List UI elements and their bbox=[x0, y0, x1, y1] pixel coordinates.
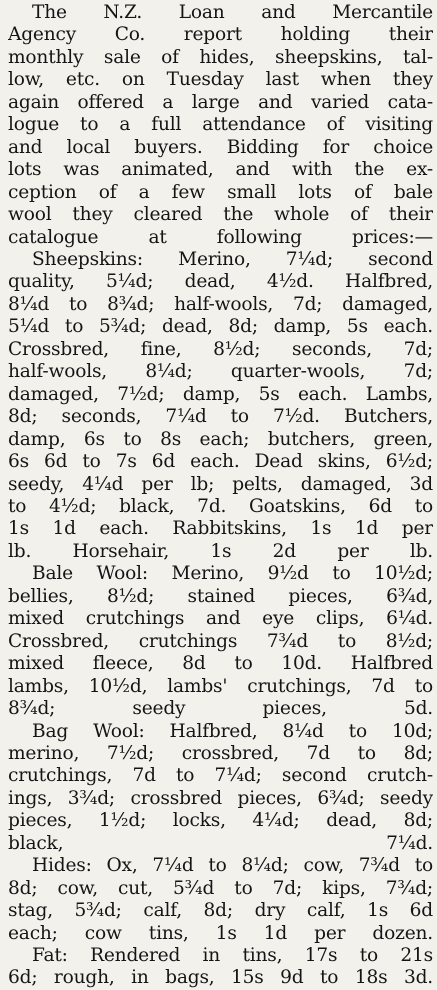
text-line: mixed fleece, 8d to 10d. Halfbred bbox=[8, 653, 433, 675]
text-line: lots was animated, and with the ex- bbox=[8, 159, 433, 181]
text-line: ings, 3¾d; crossbred pieces, 6¾d; seedy bbox=[8, 787, 433, 809]
text-line: 8¾d; seedy pieces, 5d. bbox=[8, 698, 433, 720]
text-line: again offered a large and varied cata- bbox=[8, 91, 433, 113]
text-line: mixed crutchings and eye clips, 6¼d. bbox=[8, 608, 433, 630]
text-line: 5¼d to 5¾d; dead, 8d; damp, 5s each. bbox=[8, 316, 433, 338]
text-line: seedy, 4¼d per lb; pelts, damaged, 3d bbox=[8, 473, 433, 495]
text-line: quality, 5¼d; dead, 4½d. Halfbred, bbox=[8, 271, 433, 293]
text-line: half-wools, 8¼d; quarter-wools, 7d; bbox=[8, 361, 433, 383]
text-line: Bag Wool: Halfbred, 8¼d to 10d; bbox=[32, 720, 433, 742]
text-line: Bale Wool: Merino, 9½d to 10½d; bbox=[32, 563, 433, 585]
price-paragraph bbox=[8, 721, 433, 856]
text-line: 6s 6d to 7s 6d each. Dead skins, 6½d; bbox=[8, 451, 433, 473]
text-line: Sheepskins: Merino, 7¼d; second bbox=[32, 248, 433, 270]
text-line: black, 7¼d. bbox=[8, 832, 433, 854]
text-line: 1s 1d each. Rabbitskins, 1s 1d per bbox=[8, 518, 433, 540]
text-line: bellies, 8½d; stained pieces, 6¾d, bbox=[8, 585, 433, 607]
price-paragraph bbox=[8, 855, 433, 945]
price-paragraph bbox=[8, 563, 433, 720]
text-line: Agency Co. report holding their bbox=[8, 24, 433, 46]
text-line: catalogue at following prices:— bbox=[8, 226, 433, 248]
text-line: pieces, 1½d; locks, 4¼d; dead, 8d; bbox=[8, 810, 433, 832]
text-line: 8¼d to 8¾d; half-wools, 7d; damaged, bbox=[8, 293, 433, 315]
text-line: low, etc. on Tuesday last when they bbox=[8, 69, 433, 91]
text-line: damaged, 7½d; damp, 5s each. Lambs, bbox=[8, 383, 433, 405]
text-line: to 4½d; black, 7d. Goatskins, 6d to bbox=[8, 495, 433, 517]
price-paragraph bbox=[8, 945, 433, 990]
text-line: and local buyers. Bidding for choice bbox=[8, 136, 433, 158]
text-line: each; cow tins, 1s 1d per dozen. bbox=[8, 922, 433, 944]
text-line: The N.Z. Loan and Mercantile bbox=[32, 2, 433, 23]
text-line: Crossbred, fine, 8½d; seconds, 7d; bbox=[8, 338, 433, 360]
text-line: merino, 7½d; crossbred, 7d to 8d; bbox=[8, 742, 433, 764]
text-line: lb. Horsehair, 1s 2d per lb. bbox=[8, 540, 433, 562]
text-line: damp, 6s to 8s each; butchers, green, bbox=[8, 428, 433, 450]
text-line: wool they cleared the whole of their bbox=[8, 204, 433, 226]
text-line: lambs, 10½d, lambs' crutchings, 7d to bbox=[8, 675, 433, 697]
text-line: Fat: Rendered in tins, 17s to 21s bbox=[32, 945, 433, 967]
text-line: 8d; seconds, 7¼d to 7½d. Butchers, bbox=[8, 406, 433, 428]
text-line: ception of a few small lots of bale bbox=[8, 181, 433, 203]
text-line: monthly sale of hides, sheepskins, tal- bbox=[8, 46, 433, 68]
text-line: 6d; rough, in bags, 15s 9d to 18s 3d. bbox=[8, 967, 433, 989]
text-line: Crossbred, crutchings 7¾d to 8½d; bbox=[8, 630, 433, 652]
intro-paragraph bbox=[8, 2, 433, 249]
text-line: stag, 5¾d; calf, 8d; dry calf, 1s 6d bbox=[8, 900, 433, 922]
text-line: crutchings, 7d to 7¼d; second crutch- bbox=[8, 765, 433, 787]
text-line: Hides: Ox, 7¼d to 8¼d; cow, 7¾d to bbox=[32, 855, 433, 877]
text-line: 8d; cow, cut, 5¾d to 7d; kips, 7¾d; bbox=[8, 877, 433, 899]
price-paragraph bbox=[8, 249, 433, 563]
text-line: logue to a full attendance of visiting bbox=[8, 114, 433, 136]
